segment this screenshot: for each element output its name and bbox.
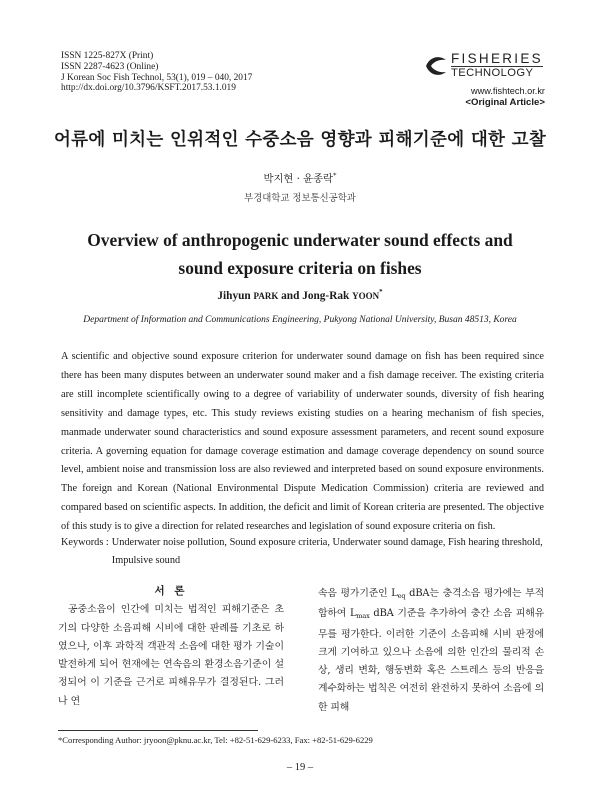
body-paragraph-continued: 속음 평가기준인 $L_{eq}$ dBA는 충격소음 평가에는 부적합하여 $L_{max}$ dBA 기준을 추가하여 충간 소음 피해유무를 평가한다. 이러한 기준이 소음피해 시비 판정에 크게 기여하고 있으나 소음에 의한 인간의 물리적 손상, 생리 변화, 행동변화 혹은 스트레스 등의 반응을 계수화하는 법칙은 여전히 완전하지 못하여 소음에 의한 피해 bbox=[318, 588, 544, 713]
issn-online: ISSN 2287-4623 (Online) bbox=[61, 61, 159, 72]
doi-link[interactable]: http://dx.doi.org/10.3796/KSFT.2017.53.1.019 bbox=[61, 83, 236, 94]
footnote-rule bbox=[58, 730, 258, 731]
fish-logo-icon bbox=[424, 53, 448, 79]
body-column-right bbox=[318, 585, 544, 717]
corresponding-footnote: *Corresponding Author: jryoon@pknu.ac.kr, Tel: +82-51-629-6233, Fax: +82-51-629-6229 bbox=[58, 735, 373, 745]
page-number: – 19 – bbox=[286, 762, 314, 773]
korean-affiliation: 부경대학교 정보통신공학과 bbox=[244, 193, 356, 204]
body-paragraph: 공중소음이 인간에 미치는 법적인 피해기준은 초기의 다양한 소음피해 시비에 대한 판례를 기초로 하였으나, 이후 과학적 객관적 소음에 대한 평가 기술이 발전하게 되어 현재에는 연속음의 환경소음기준이 설정되어 이 기준을 근거로 피해유무가 결정된다. 그러나 연 bbox=[58, 604, 284, 707]
logo-line-fisheries: FISHERIES bbox=[451, 51, 543, 66]
abstract: A scientific and objective sound exposure criterion for underwater sound damage on fish has been required since there has been many disputes between an underwater sound maker and a fish damage receiver. The existing criteria are still incomplete scientifically owing to a degree of variability of underwater sounds, diversity of fish hearing sensitivity and damage types, etc. This study reviews existing studies on a hearing mechanism of fish species, manmade underwater sound characteristics and sound exposure assessment parameters, and recent sound exposure criteria. A governing equation for damage coverage estimation and damage coverage dependency on sound source level, ambient noise and transmission loss are also reviewed and interpreted based on sound exposure environments. The foreign and Korean (National Environmental Dispute Medication Commission) criteria are reviewed and compared based on scientific aspects. In addition, the deficit and limit of Korean criteria are presented. The objective of this study is to give a direction for related researches and legislation of sound exposure criteria on fish. bbox=[61, 351, 544, 533]
article-type: <Original Article> bbox=[465, 97, 545, 108]
journal-logo bbox=[424, 52, 547, 80]
keywords-text: Underwater noise pollution, Sound exposure criteria, Underwater sound damage, Fish hearing threshold, Impulsive sound bbox=[111, 537, 543, 566]
keywords-label: Keywords : bbox=[61, 537, 109, 548]
journal-reference: J Korean Soc Fish Technol, 53(1), 019 – 040, 2017 bbox=[61, 72, 253, 83]
keywords bbox=[61, 534, 546, 569]
english-affiliation: Department of Information and Communications Engineering, Pukyong National University, Busan 48513, Korea bbox=[83, 315, 517, 325]
section-heading: 서 론 bbox=[154, 585, 188, 597]
english-authors: Jihyun PARK and Jong-Rak YOON* bbox=[217, 288, 383, 302]
issn-print: ISSN 1225-827X (Print) bbox=[61, 51, 154, 61]
site-url[interactable]: www.fishtech.or.kr bbox=[470, 86, 545, 96]
korean-authors: 박지현 · 윤종락* bbox=[263, 171, 337, 185]
korean-title: 어류에 미치는 인위적인 수중소음 영향과 피해기준에 대한 고찰 bbox=[53, 130, 547, 150]
journal-site bbox=[465, 86, 545, 108]
logo-line-technology: TECHNOLOGY bbox=[451, 67, 534, 79]
english-title: Overview of anthropogenic underwater sound effects and sound exposure criteria on fishes bbox=[87, 230, 513, 278]
journal-meta bbox=[61, 51, 252, 94]
body-column-left bbox=[58, 582, 284, 711]
